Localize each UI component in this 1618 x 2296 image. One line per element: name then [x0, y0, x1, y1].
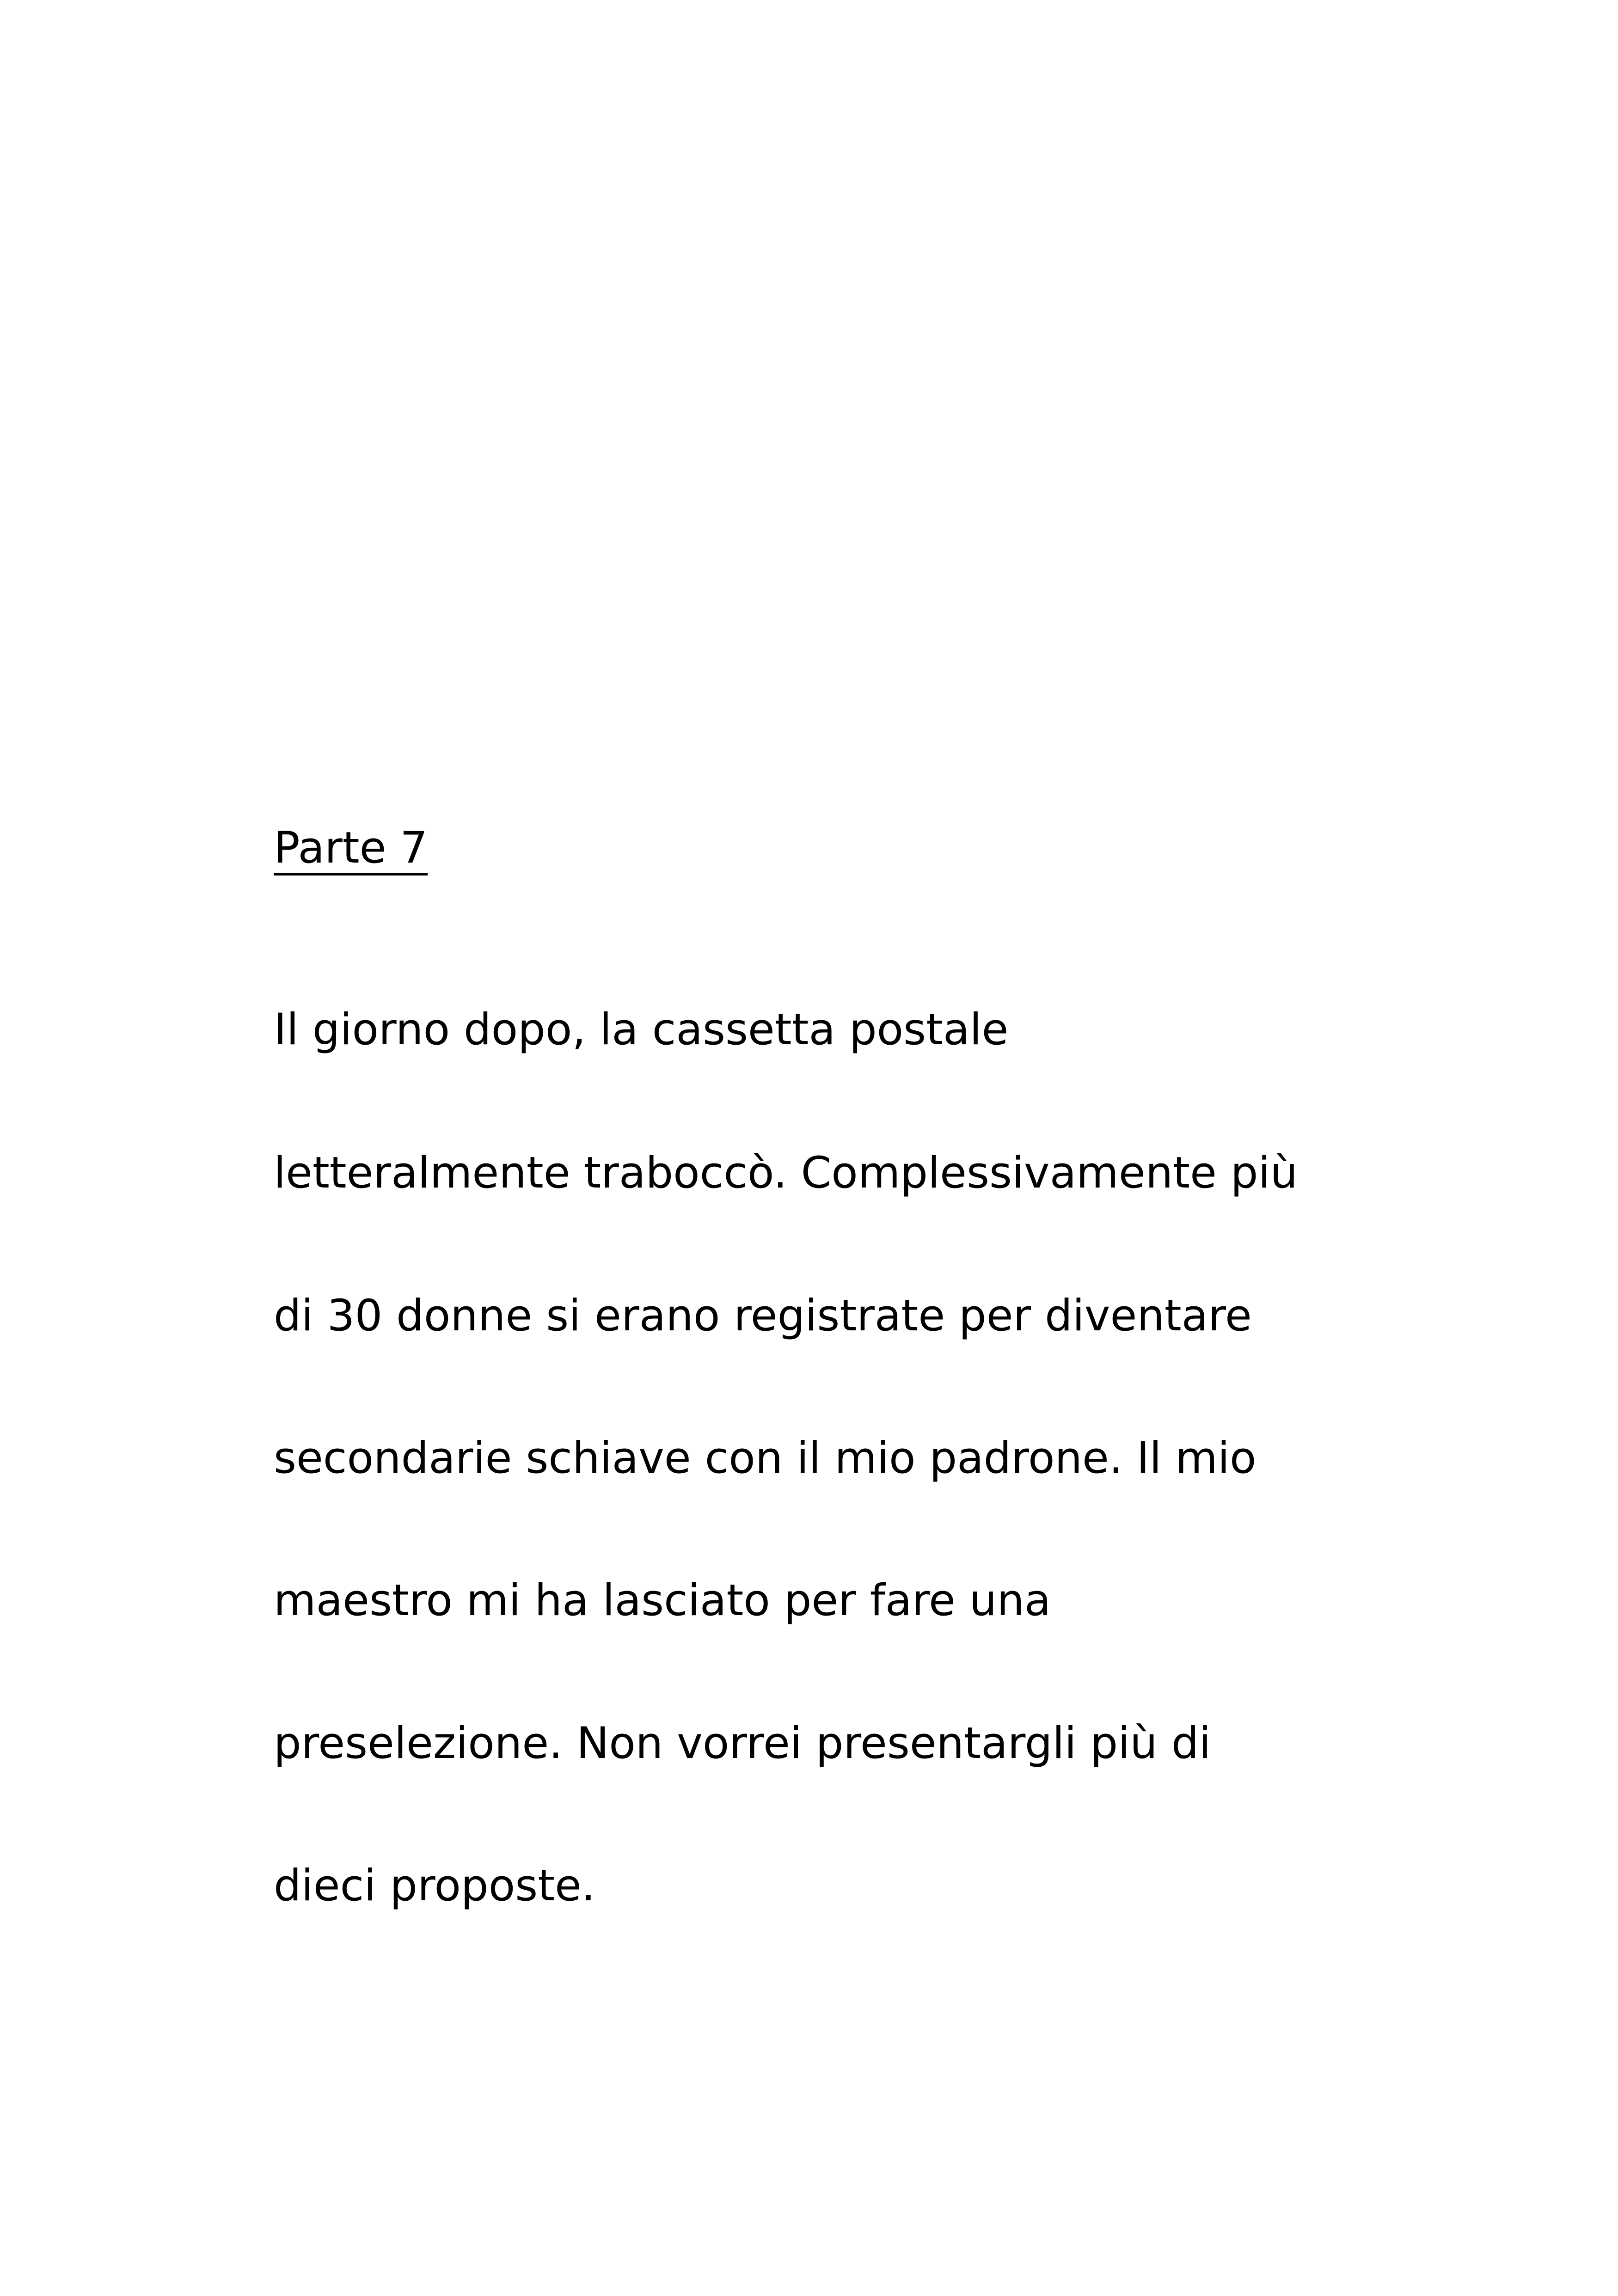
text-line-7: dieci proposte.: [274, 1861, 595, 1911]
section-heading: Parte 7: [274, 823, 428, 873]
text-line-5: maestro mi ha lasciato per fare una: [274, 1575, 1051, 1626]
text-line-3: di 30 donne si erano registrate per diventare: [274, 1291, 1252, 1341]
text-line-4: secondarie schiave con il mio padrone. Il mio: [274, 1433, 1256, 1483]
text-line-6: preselezione. Non vorrei presentargli più di: [274, 1718, 1211, 1769]
text-line-2: letteralmente traboccò. Complessivamente più: [274, 1148, 1298, 1198]
text-line-1: Il giorno dopo, la cassetta postale: [274, 1004, 1009, 1055]
